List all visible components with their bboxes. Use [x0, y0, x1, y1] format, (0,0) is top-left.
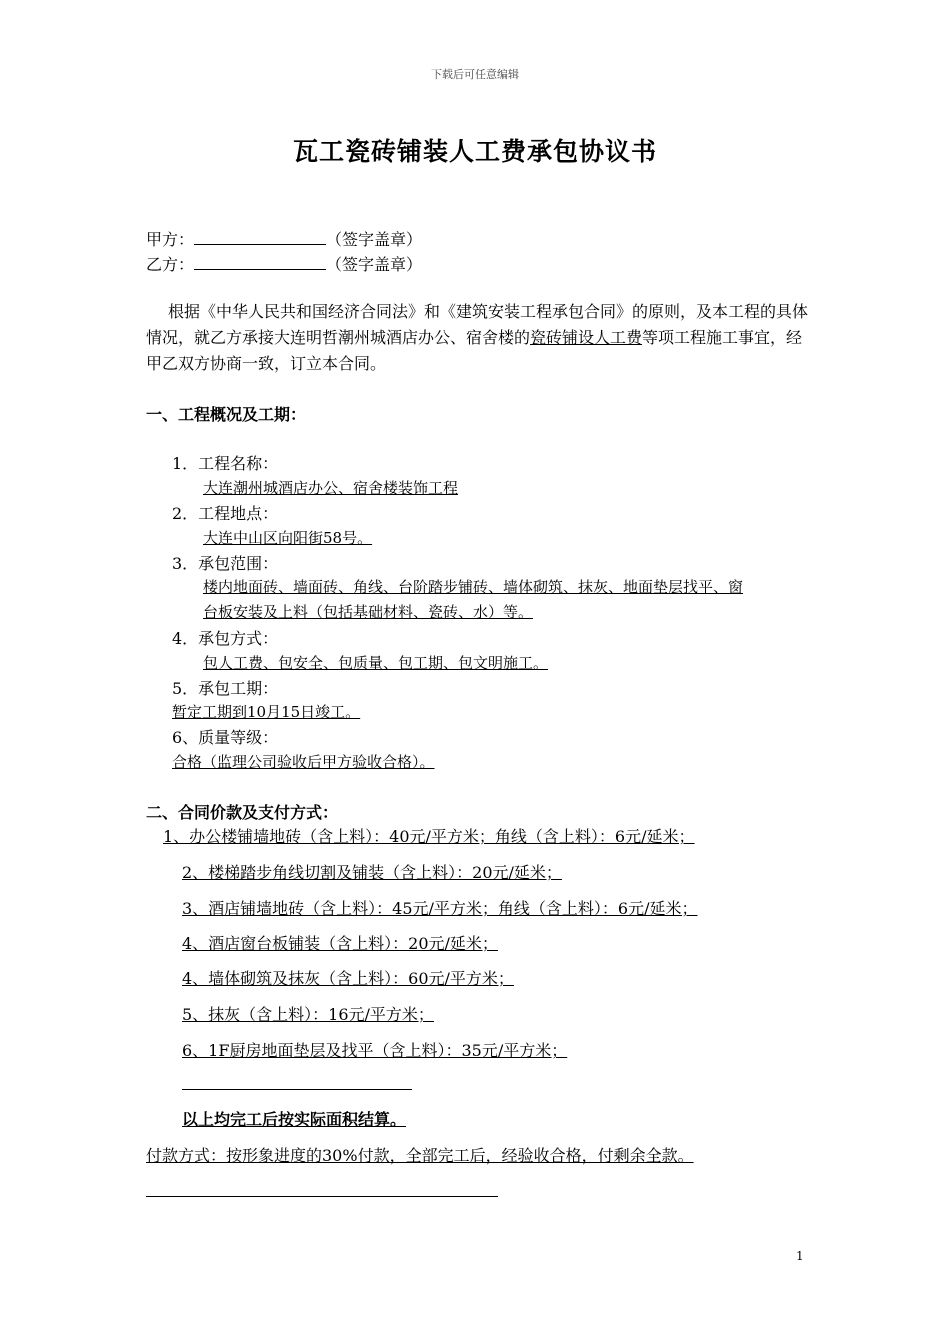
item-label: 4．承包方式： — [172, 629, 279, 648]
price-item: 6、1F厨房地面垫层及找平（含上料）：35元/平方米； — [182, 1041, 568, 1060]
party-a-label: 甲方： — [146, 230, 195, 249]
party-b-blank — [194, 255, 326, 270]
party-b-line — [146, 252, 422, 275]
price-item: 5、抹灰（含上料）：16元/平方米； — [182, 1005, 434, 1024]
payment-terms: 付款方式：按形象进度的30%付款，全部完工后，经验收合格，付剩余全款。 — [146, 1146, 694, 1165]
item-label: 6、质量等级： — [172, 728, 279, 747]
item-value: 大连潮州城酒店办公、宿舍楼装饰工程 — [203, 479, 459, 497]
price-item: 1、办公楼铺墙地砖（含上料）：40元/平方米；角线（含上料）：6元/延米； — [163, 827, 695, 846]
section2-heading: 二、合同价款及支付方式： — [146, 803, 339, 822]
header-note: 下载后可任意编辑 — [431, 68, 519, 81]
item-value: 大连中山区向阳街58号。 — [203, 529, 373, 547]
item-value: 楼内地面砖、墙面砖、角线、台阶踏步铺砖、墙体砌筑、抹灰、地面垫层找平、窗 — [203, 578, 744, 596]
item-value: 合格（监理公司验收后甲方验收合格）。 — [172, 753, 435, 771]
blank-underline — [182, 1089, 412, 1090]
price-item: 4、墙体砌筑及抹灰（含上料）：60元/平方米； — [182, 969, 514, 988]
party-a-blank — [194, 230, 326, 245]
price-item: 4、酒店窗台板铺装（含上料）：20元/延米； — [182, 934, 498, 953]
item-label: 2．工程地点： — [172, 504, 279, 523]
item-label: 5．承包工期： — [172, 679, 279, 698]
blank-underline — [146, 1196, 498, 1197]
price-item: 3、酒店铺墙地砖（含上料）：45元/平方米；角线（含上料）：6元/延米； — [182, 899, 698, 918]
item-label: 1．工程名称： — [172, 454, 279, 473]
party-b-label: 乙方： — [146, 255, 195, 274]
item-value: 暂定工期到10月15日竣工。 — [172, 703, 361, 721]
item-value: 包人工费、包安全、包质量、包工期、包文明施工。 — [203, 654, 549, 672]
party-a-sign: （签字盖章） — [326, 230, 423, 249]
price-item: 2、楼梯踏步角线切割及铺装（含上料）：20元/延米； — [182, 863, 562, 882]
settlement-note: 以上均完工后按实际面积结算。 — [182, 1110, 407, 1129]
document-title: 瓦工瓷砖铺装人工费承包协议书 — [292, 137, 657, 166]
intro-text-after: 等项工程施工事宜，经甲乙双方协商一致，订立本合同。 — [146, 328, 803, 373]
party-a-line — [146, 227, 422, 250]
party-b-sign: （签字盖章） — [326, 255, 423, 274]
intro-underlined-scope: 瓷砖铺设人工费 — [530, 328, 643, 347]
section1-heading: 一、工程概况及工期： — [146, 405, 307, 424]
item-value: 台板安装及上料（包括基础材料、瓷砖、水）等。 — [203, 603, 534, 621]
intro-text-before: 根据《中华人民共和国经济合同法》和《建筑安装工程承包合同》的原则，及本工程的具体情况，就乙方承接大连明哲潮州城酒店办公、宿舍楼的 — [146, 302, 809, 347]
page-number: 1 — [796, 1249, 804, 1263]
intro-paragraph — [146, 299, 816, 377]
item-label: 3．承包范围： — [172, 554, 279, 573]
